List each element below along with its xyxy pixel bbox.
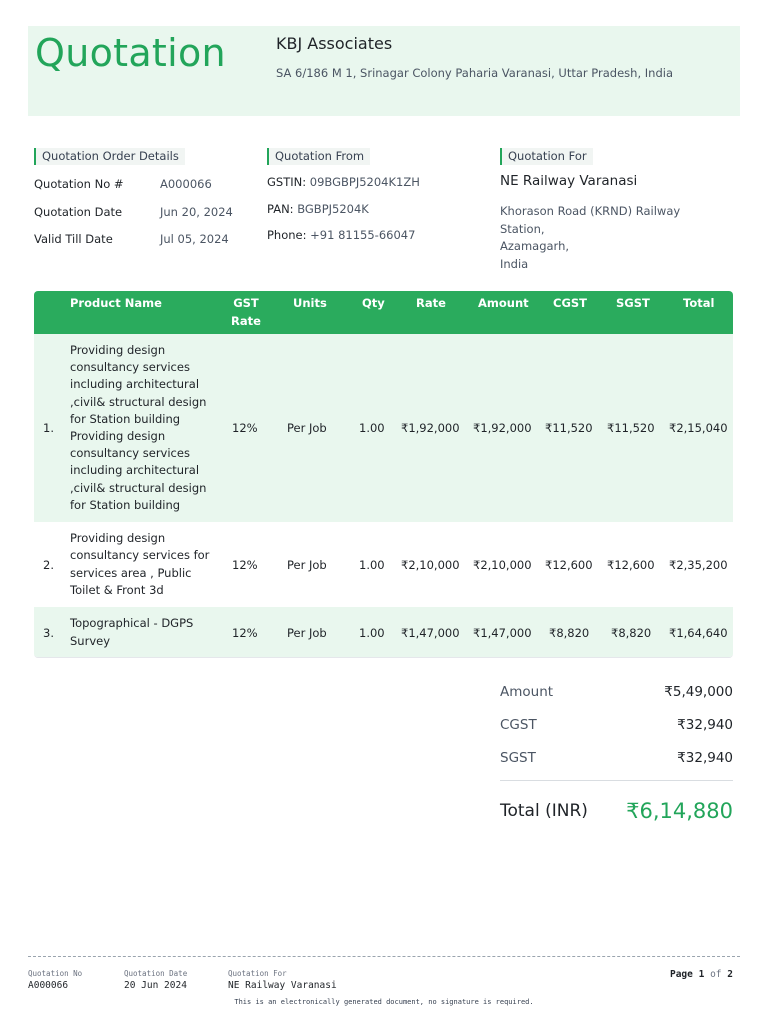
document-title: Quotation bbox=[35, 31, 226, 75]
phone-value: +91 81155-66047 bbox=[310, 228, 416, 242]
table-row bbox=[34, 522, 733, 607]
sgst: ₹8,820 bbox=[611, 625, 652, 640]
footer-quotation-for-label: Quotation For bbox=[228, 969, 287, 978]
order-details-label: Quotation Order Details bbox=[34, 148, 185, 165]
client-name: NE Railway Varanasi bbox=[500, 173, 638, 189]
product-name: Topographical - DGPS Survey bbox=[70, 616, 194, 648]
cgst: ₹12,600 bbox=[545, 557, 593, 572]
footer-quotation-for: NE Railway Varanasi bbox=[228, 980, 337, 991]
client-address: Khorason Road (KRND) Railway Station, Azamagarh, India bbox=[500, 204, 681, 271]
footer-quotation-no: A000066 bbox=[28, 980, 69, 991]
product-name: Providing design consultancy services for services area , Public Toilet & Front 3d bbox=[70, 531, 210, 597]
gstin-row bbox=[267, 175, 420, 189]
gst-rate: 12% bbox=[232, 557, 258, 572]
summary-sgst-value: ₹32,940 bbox=[677, 750, 733, 766]
company-name: KBJ Associates bbox=[276, 34, 393, 53]
grand-total-label: Total (INR) bbox=[500, 801, 588, 821]
summary-divider bbox=[500, 780, 733, 781]
phone-row bbox=[267, 228, 415, 242]
summary-amount-value: ₹5,49,000 bbox=[664, 684, 733, 700]
header-cgst: CGST bbox=[553, 296, 588, 310]
header-band bbox=[28, 26, 740, 116]
grand-total-value: ₹6,14,880 bbox=[626, 799, 733, 823]
quotation-no-value: A000066 bbox=[160, 177, 212, 191]
cgst: ₹11,520 bbox=[545, 421, 593, 435]
units: Per Job bbox=[287, 625, 327, 640]
sgst: ₹11,520 bbox=[607, 421, 655, 435]
sgst: ₹12,600 bbox=[607, 557, 655, 572]
row-total: ₹1,64,640 bbox=[669, 625, 728, 640]
table-row bbox=[34, 607, 733, 658]
row-total: ₹2,15,040 bbox=[669, 421, 728, 435]
units: Per Job bbox=[287, 557, 327, 572]
gst-rate: 12% bbox=[232, 625, 258, 640]
amount: ₹1,92,000 bbox=[473, 421, 532, 435]
header-total: Total bbox=[683, 296, 715, 310]
cgst: ₹8,820 bbox=[549, 625, 590, 640]
summary-cgst-value: ₹32,940 bbox=[677, 717, 733, 733]
summary-sgst-label: SGST bbox=[500, 750, 536, 766]
header-units: Units bbox=[293, 296, 327, 310]
rate: ₹2,10,000 bbox=[401, 557, 460, 572]
qty: 1.00 bbox=[359, 421, 385, 435]
rate: ₹1,92,000 bbox=[401, 421, 460, 435]
row-number: 3. bbox=[43, 625, 54, 640]
table-row bbox=[34, 334, 733, 522]
quotation-for-label: Quotation For bbox=[500, 148, 593, 165]
footer-quotation-date: 20 Jun 2024 bbox=[124, 980, 187, 991]
pan-label: PAN: bbox=[267, 202, 294, 216]
page-total: 2 bbox=[727, 969, 733, 980]
product-name: Providing design consultancy services including architectural ,civil& structural design for Station building Providing design consultancy services including architectural ,civil& structural design for Station building bbox=[70, 342, 207, 512]
footer-divider bbox=[28, 956, 740, 957]
summary-amount-label: Amount bbox=[500, 684, 554, 700]
quotation-date-label: Quotation Date bbox=[34, 205, 123, 219]
header-sgst: SGST bbox=[616, 296, 650, 310]
items-table bbox=[34, 291, 733, 658]
footer-quotation-no-label: Quotation No bbox=[28, 969, 83, 978]
qty: 1.00 bbox=[359, 625, 385, 640]
header-amount: Amount bbox=[478, 296, 529, 310]
row-total: ₹2,35,200 bbox=[669, 557, 728, 572]
qty: 1.00 bbox=[359, 557, 385, 572]
page-current: 1 bbox=[698, 969, 705, 980]
row-number: 2. bbox=[43, 557, 54, 572]
footer-quotation-date-label: Quotation Date bbox=[124, 969, 188, 978]
pan-row bbox=[267, 202, 369, 216]
amount: ₹1,47,000 bbox=[473, 625, 532, 640]
gstin-label: GSTIN: bbox=[267, 175, 307, 189]
quotation-date-value: Jun 20, 2024 bbox=[160, 205, 233, 219]
header-rate: Rate bbox=[416, 296, 446, 310]
valid-till-value: Jul 05, 2024 bbox=[160, 232, 229, 246]
table-header bbox=[34, 291, 733, 334]
phone-label: Phone: bbox=[267, 228, 307, 242]
page-indicator bbox=[670, 969, 733, 980]
amount: ₹2,10,000 bbox=[473, 557, 532, 572]
header-product-name: Product Name bbox=[70, 296, 162, 310]
header-qty: Qty bbox=[362, 296, 385, 310]
header-gst-rate: GST Rate bbox=[231, 296, 261, 328]
page-of: of bbox=[710, 969, 722, 980]
pan-value: BGBPJ5204K bbox=[297, 202, 369, 216]
gst-rate: 12% bbox=[232, 421, 258, 435]
footer-note: This is an electronically generated document, no signature is required. bbox=[234, 998, 534, 1006]
company-address: SA 6/186 M 1, Srinagar Colony Paharia Varanasi, Uttar Pradesh, India bbox=[276, 66, 673, 80]
valid-till-label: Valid Till Date bbox=[34, 232, 113, 246]
gstin-value: 09BGBPJ5204K1ZH bbox=[309, 175, 420, 189]
row-number: 1. bbox=[43, 421, 54, 435]
quotation-from-label: Quotation From bbox=[267, 148, 370, 165]
rate: ₹1,47,000 bbox=[401, 625, 460, 640]
summary-cgst-label: CGST bbox=[500, 717, 537, 733]
quotation-no-label: Quotation No # bbox=[34, 177, 124, 191]
units: Per Job bbox=[287, 421, 327, 435]
page-word: Page bbox=[669, 969, 693, 980]
